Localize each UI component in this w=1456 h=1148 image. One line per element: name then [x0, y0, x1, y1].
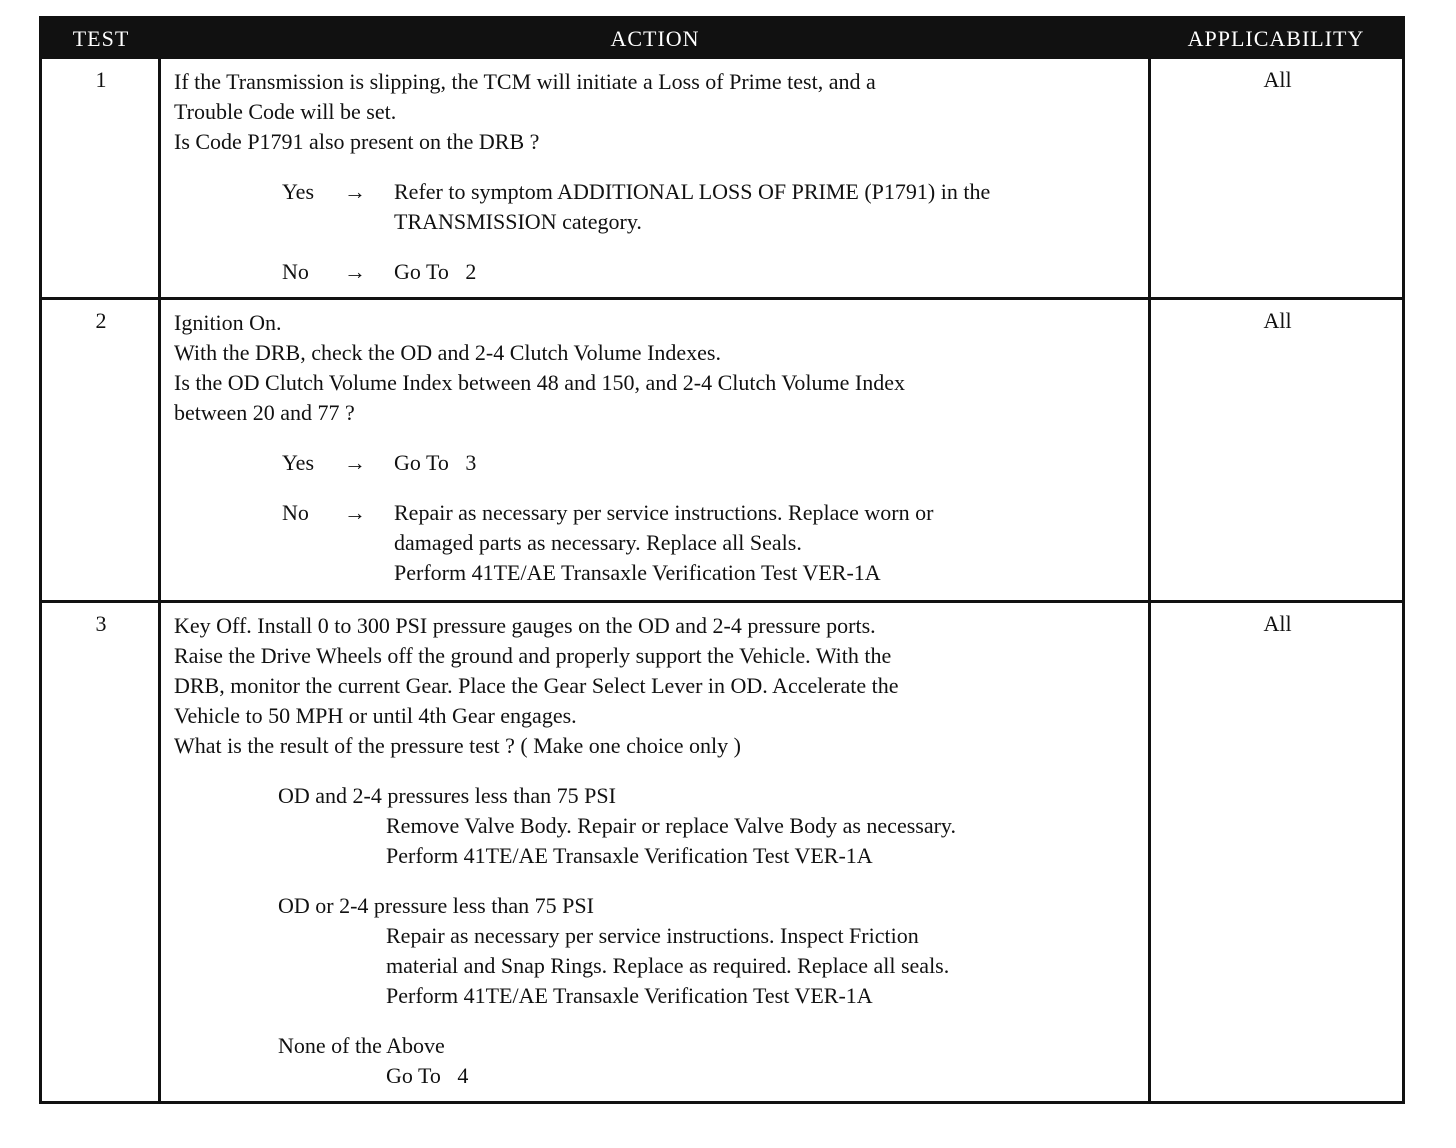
answer-label: No	[282, 259, 309, 284]
answer-no	[174, 498, 1144, 588]
answer-line: Go To 2	[394, 259, 477, 284]
answer-label: Yes	[282, 179, 315, 204]
question-line: What is the result of the pressure test ? ( Make one choice only )	[174, 733, 741, 758]
answer-text	[394, 257, 1144, 287]
question-line: Vehicle to 50 MPH or until 4th Gear engages.	[174, 703, 577, 728]
arrow-icon: →	[344, 259, 366, 284]
answer-line: damaged parts as necessary. Replace all Seals.	[394, 530, 802, 555]
arrow-icon: →	[344, 179, 366, 204]
choice-line: Go To 4	[386, 1063, 469, 1088]
choice-none	[174, 1031, 1144, 1091]
choice-body	[386, 921, 1144, 1011]
question-line: Key Off. Install 0 to 300 PSI pressure gauges on the OD and 2-4 pressure ports.	[174, 613, 876, 638]
question-line: DRB, monitor the current Gear. Place the Gear Select Lever in OD. Accelerate the	[174, 673, 899, 698]
answer-yes	[174, 448, 1144, 478]
answer-line: Go To 3	[394, 450, 477, 475]
question-line: Ignition On.	[174, 310, 282, 335]
answer-text	[394, 448, 1144, 478]
action-cell	[174, 67, 1144, 287]
question-line: between 20 and 77 ?	[174, 400, 355, 425]
choice-line: material and Snap Rings. Replace as required. Replace all seals.	[386, 953, 950, 978]
question-line: If the Transmission is slipping, the TCM will initiate a Loss of Prime test, and a	[174, 69, 876, 94]
action-cell	[174, 308, 1144, 588]
question-line: With the DRB, check the OD and 2-4 Clutch Volume Indexes.	[174, 340, 721, 365]
header-applicability: APPLICABILITY	[1187, 26, 1365, 51]
choice-body	[386, 1061, 1144, 1091]
applicability-value: All	[1263, 611, 1292, 636]
answer-line: TRANSMISSION category.	[394, 209, 642, 234]
header-test: TEST	[72, 26, 130, 51]
answer-line: Refer to symptom ADDITIONAL LOSS OF PRIME (P1791) in the	[394, 179, 991, 204]
applicability-value: All	[1263, 308, 1292, 333]
answer-yes	[174, 177, 1144, 237]
choice-both-low	[174, 781, 1144, 871]
table-row-test-3	[42, 603, 1402, 1101]
arrow-icon: →	[344, 450, 366, 475]
question-line: Is Code P1791 also present on the DRB ?	[174, 129, 540, 154]
question-line: Is the OD Clutch Volume Index between 48 and 150, and 2-4 Clutch Volume Index	[174, 370, 905, 395]
answer-line: Perform 41TE/AE Transaxle Verification Test VER-1A	[394, 560, 881, 585]
applicability-value: All	[1263, 67, 1292, 92]
answer-label: No	[282, 500, 309, 525]
answer-text	[394, 498, 1144, 588]
question-text	[174, 67, 1144, 157]
action-cell	[174, 611, 1144, 1091]
test-number: 3	[95, 611, 107, 636]
test-number: 1	[95, 67, 107, 92]
table-header	[42, 19, 1402, 59]
choice-line: Repair as necessary per service instructions. Inspect Friction	[386, 923, 919, 948]
answer-no	[174, 257, 1144, 287]
test-number: 2	[95, 308, 107, 333]
diagnostic-test-table	[39, 16, 1405, 1104]
choice-line: Remove Valve Body. Repair or replace Valve Body as necessary.	[386, 813, 956, 838]
question-text	[174, 611, 1144, 761]
answer-line: Repair as necessary per service instructions. Replace worn or	[394, 500, 934, 525]
table-row-test-2	[42, 300, 1402, 600]
question-text	[174, 308, 1144, 428]
choice-title: OD and 2-4 pressures less than 75 PSI	[278, 783, 616, 808]
answer-label: Yes	[282, 450, 315, 475]
choice-line: Perform 41TE/AE Transaxle Verification Test VER-1A	[386, 843, 873, 868]
choice-line: Perform 41TE/AE Transaxle Verification Test VER-1A	[386, 983, 873, 1008]
choice-title: None of the Above	[278, 1033, 445, 1058]
choice-one-low	[174, 891, 1144, 1011]
question-line: Trouble Code will be set.	[174, 99, 397, 124]
arrow-icon: →	[344, 500, 366, 525]
choice-title: OD or 2-4 pressure less than 75 PSI	[278, 893, 594, 918]
header-action: ACTION	[610, 26, 700, 51]
choice-body	[386, 811, 1144, 871]
table-row-test-1	[42, 59, 1402, 297]
answer-text	[394, 177, 1144, 237]
question-line: Raise the Drive Wheels off the ground and properly support the Vehicle. With the	[174, 643, 892, 668]
